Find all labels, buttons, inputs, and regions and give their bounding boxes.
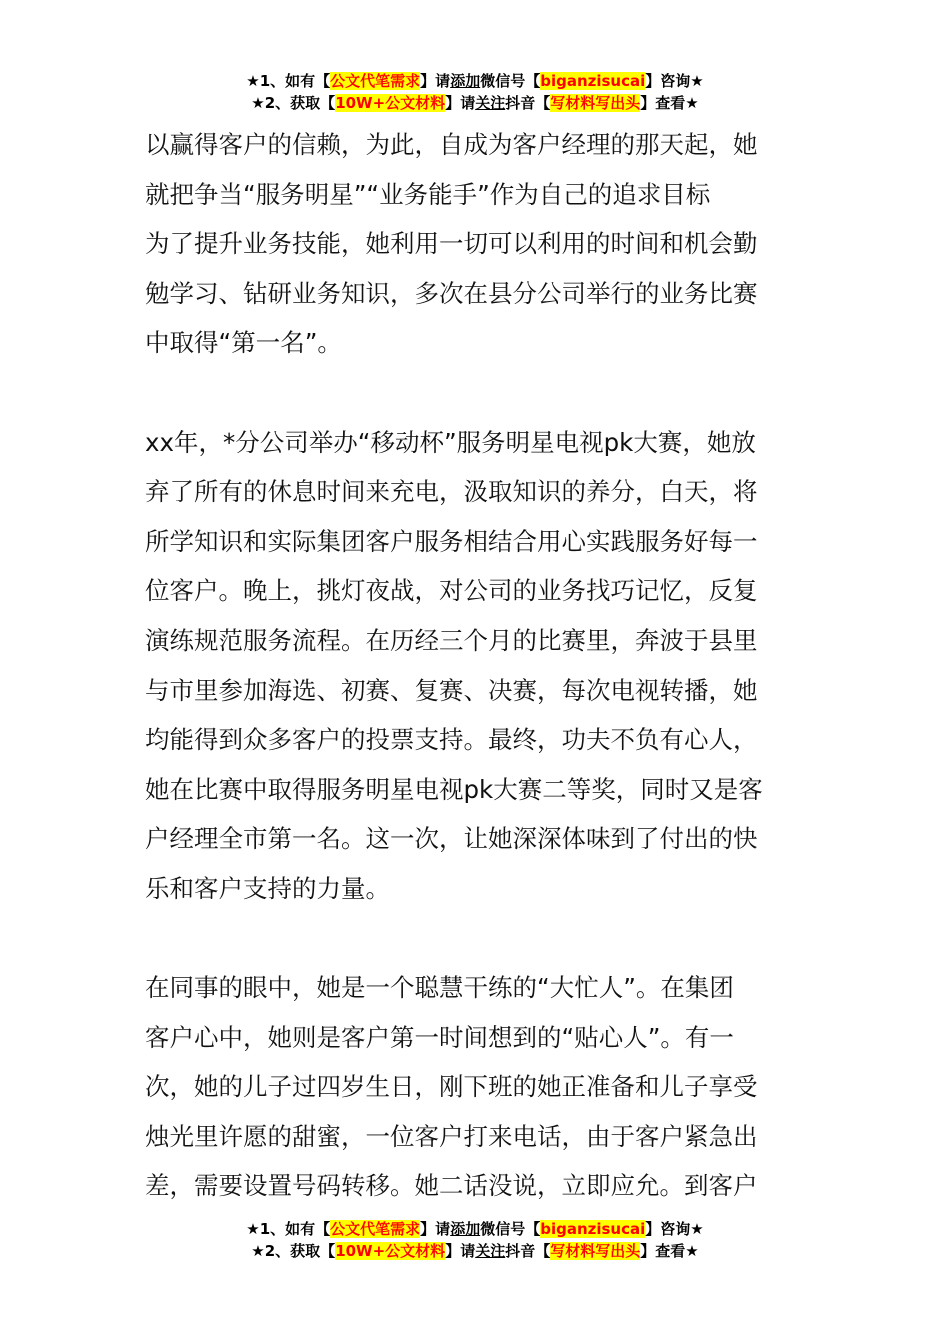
text-line: 均能得到众多客户的投票支持。最终，功夫不负有心人， xyxy=(145,725,758,755)
footer-banner-line-2: ★2、获取【10W+公文材料】请关注抖音【写材料写出头】查看★ xyxy=(251,1242,699,1260)
highlight-service-need: 公文代笔需求 xyxy=(330,1220,421,1238)
highlight-materials: 10W+公文材料 xyxy=(335,1242,446,1260)
highlight-douyin-account: 写材料写出头 xyxy=(550,1242,641,1260)
text-line: 客户心中，她则是客户第一时间想到的“贴心人”。有一 xyxy=(145,1022,734,1052)
text-line: xx年，*分公司举办“移动杯”服务明星电视pk大赛，她放 xyxy=(145,427,756,457)
text-line: 在同事的眼中，她是一个聪慧干练的“大忙人”。在集团 xyxy=(145,973,734,1003)
document-body xyxy=(145,120,810,1211)
text-line: 演练规范服务流程。在历经三个月的比赛里，奔波于县里 xyxy=(145,625,758,655)
text-line: 烛光里许愿的甜蜜，一位客户打来电话，由于客户紧急出 xyxy=(145,1121,758,1151)
text-line: 户经理全市第一名。这一次，让她深深体味到了付出的快 xyxy=(145,824,758,854)
highlight-wechat-id: biganzisucai xyxy=(540,72,646,90)
text-line: 乐和客户支持的力量。 xyxy=(145,873,390,903)
text-line: 与市里参加海选、初赛、复赛、决赛，每次电视转播，她 xyxy=(145,675,758,705)
text-line: 次，她的儿子过四岁生日，刚下班的她正准备和儿子享受 xyxy=(145,1072,758,1102)
highlight-materials: 10W+公文材料 xyxy=(335,94,446,112)
text-line: 差，需要设置号码转移。她二话没说，立即应允。到客户 xyxy=(145,1171,758,1201)
text-line: 勉学习、钻研业务知识，多次在县分公司举行的业务比赛 xyxy=(145,278,758,308)
paragraph-spacer xyxy=(145,368,810,418)
footer-banner xyxy=(0,1218,950,1262)
paragraph-1 xyxy=(145,120,810,368)
text-line: 中取得“第一名”。 xyxy=(145,328,342,358)
header-banner-line-1: ★1、如有【公文代笔需求】请添加微信号【biganzisucai】咨询★ xyxy=(246,72,704,90)
text-line: 她在比赛中取得服务明星电视pk大赛二等奖，同时又是客 xyxy=(145,774,763,804)
text-line: 以赢得客户的信赖，为此，自成为客户经理的那天起，她 xyxy=(145,130,758,159)
text-line: 弃了所有的休息时间来充电，汲取知识的养分，白天，将 xyxy=(145,477,758,507)
highlight-service-need: 公文代笔需求 xyxy=(330,72,421,90)
text-line: 就把争当“服务明星”“业务能手”作为自己的追求目标 xyxy=(145,179,711,209)
paragraph-3 xyxy=(145,963,810,1211)
paragraph-spacer xyxy=(145,914,810,964)
header-banner-line-2: ★2、获取【10W+公文材料】请关注抖音【写材料写出头】查看★ xyxy=(251,94,699,112)
highlight-wechat-id: biganzisucai xyxy=(540,1220,646,1238)
paragraph-2 xyxy=(145,418,810,914)
header-banner xyxy=(0,70,950,114)
text-line: 位客户。晚上，挑灯夜战，对公司的业务找巧记忆，反复 xyxy=(145,576,758,606)
highlight-douyin-account: 写材料写出头 xyxy=(550,94,641,112)
footer-banner-line-1: ★1、如有【公文代笔需求】请添加微信号【biganzisucai】咨询★ xyxy=(246,1220,704,1238)
text-line: 为了提升业务技能，她利用一切可以利用的时间和机会勤 xyxy=(145,229,758,259)
text-line: 所学知识和实际集团客户服务相结合用心实践服务好每一 xyxy=(145,526,758,556)
